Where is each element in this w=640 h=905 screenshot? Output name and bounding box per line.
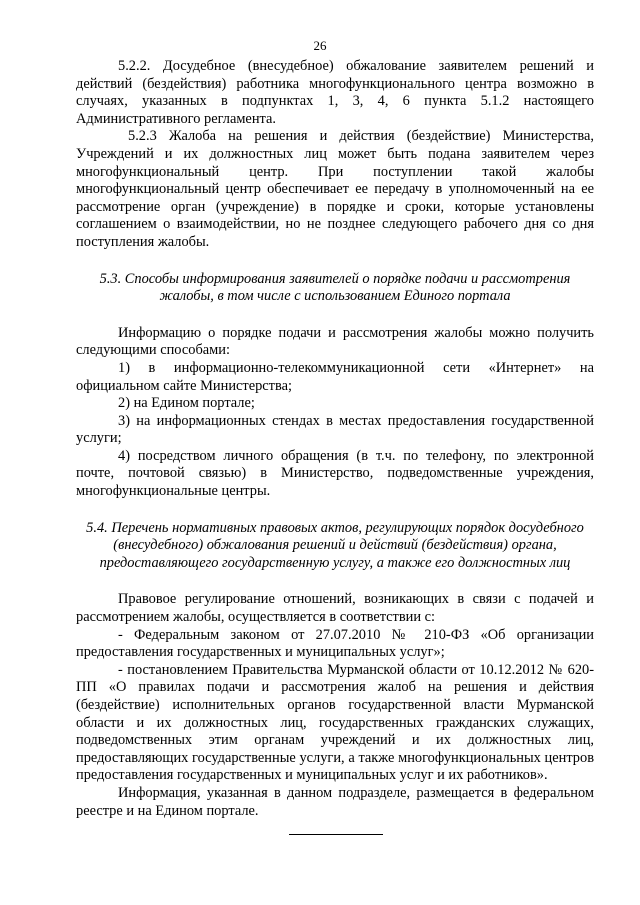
spacer — [76, 306, 594, 325]
info-method-item: 1) в информационно-телекоммуникационной сети «Интернет» на официальном сайте Министерства; — [76, 359, 594, 394]
section-heading-5-4: 5.4. Перечень нормативных правовых актов, регулирующих порядок досудебного (внесудебного) обжалования решений и действий (бездействия) органа, предоставляющего государственную услугу, а также его должностных лиц — [86, 519, 584, 571]
spacer — [76, 572, 594, 591]
info-methods-intro: Информацию о порядке подачи и рассмотрения жалобы можно получить следующими способами: — [76, 324, 594, 359]
spacer — [76, 252, 594, 271]
legal-closing: Информация, указанная в данном подразделе, размещается в федеральном реестре и на Едином портале. — [76, 784, 594, 819]
page-content — [76, 58, 594, 820]
section-heading-5-3: 5.3. Способы информирования заявителей о порядке подачи и рассмотрения жалобы, в том числе с использованием Единого портала — [99, 270, 571, 305]
info-method-item: 4) посредством личного обращения (в т.ч. по телефону, по электронной почте, почтовой связью) в Министерство, подведомственные учреждения, многофункциональные центры. — [76, 447, 594, 500]
page-number: 26 — [313, 38, 327, 53]
legal-item: - постановлением Правительства Мурманской области от 10.12.2012 № 620-ПП «О правилах подачи и рассмотрения жалоб на решения и действия (бездействие) исполнительных органов государственной власти Мурманской области и их должностных лиц, государственных гражданских служащих, подведомственных этим органам учреждений и их должностных лиц, предоставляющих государственные услуги, а также многофункциональных центров предоставления государственных и муниципальных услуг и их работников». — [76, 661, 594, 784]
spacer — [76, 501, 594, 520]
paragraph-5-2-3: 5.2.3 Жалоба на решения и действия (бездействие) Министерства, Учреждений и их должностных лиц может быть подана заявителем через многофункциональный центр. При поступлении такой жалобы многофункциональный центр обеспечивает ее передачу в уполномоченный на ее рассмотрение орган (учреждение) в порядке и сроки, которые установлены соглашением о взаимодействии, но не позднее следующего рабочего дня со дня поступления жалобы. — [76, 128, 594, 250]
legal-item: - Федеральным законом от 27.07.2010 № 210-ФЗ «Об организации предоставления государственных и муниципальных услуг»; — [76, 626, 594, 661]
closing-divider — [289, 834, 383, 835]
legal-intro: Правовое регулирование отношений, возникающих в связи с подачей и рассмотрением жалобы, осуществляется в соответствии с: — [76, 591, 594, 626]
info-method-item: 2) на Едином портале; — [118, 395, 255, 412]
info-method-item: 3) на информационных стендах в местах предоставления государственной услуги; — [76, 412, 594, 447]
paragraph-5-2-2: 5.2.2. Досудебное (внесудебное) обжалование заявителем решений и действий (бездействия) работника многофункционального центра возможно в случаях, указанных в подпунктах 1, 3, 4, 6 пункта 5.1.2 настоящего Административного регламента. — [76, 58, 594, 127]
